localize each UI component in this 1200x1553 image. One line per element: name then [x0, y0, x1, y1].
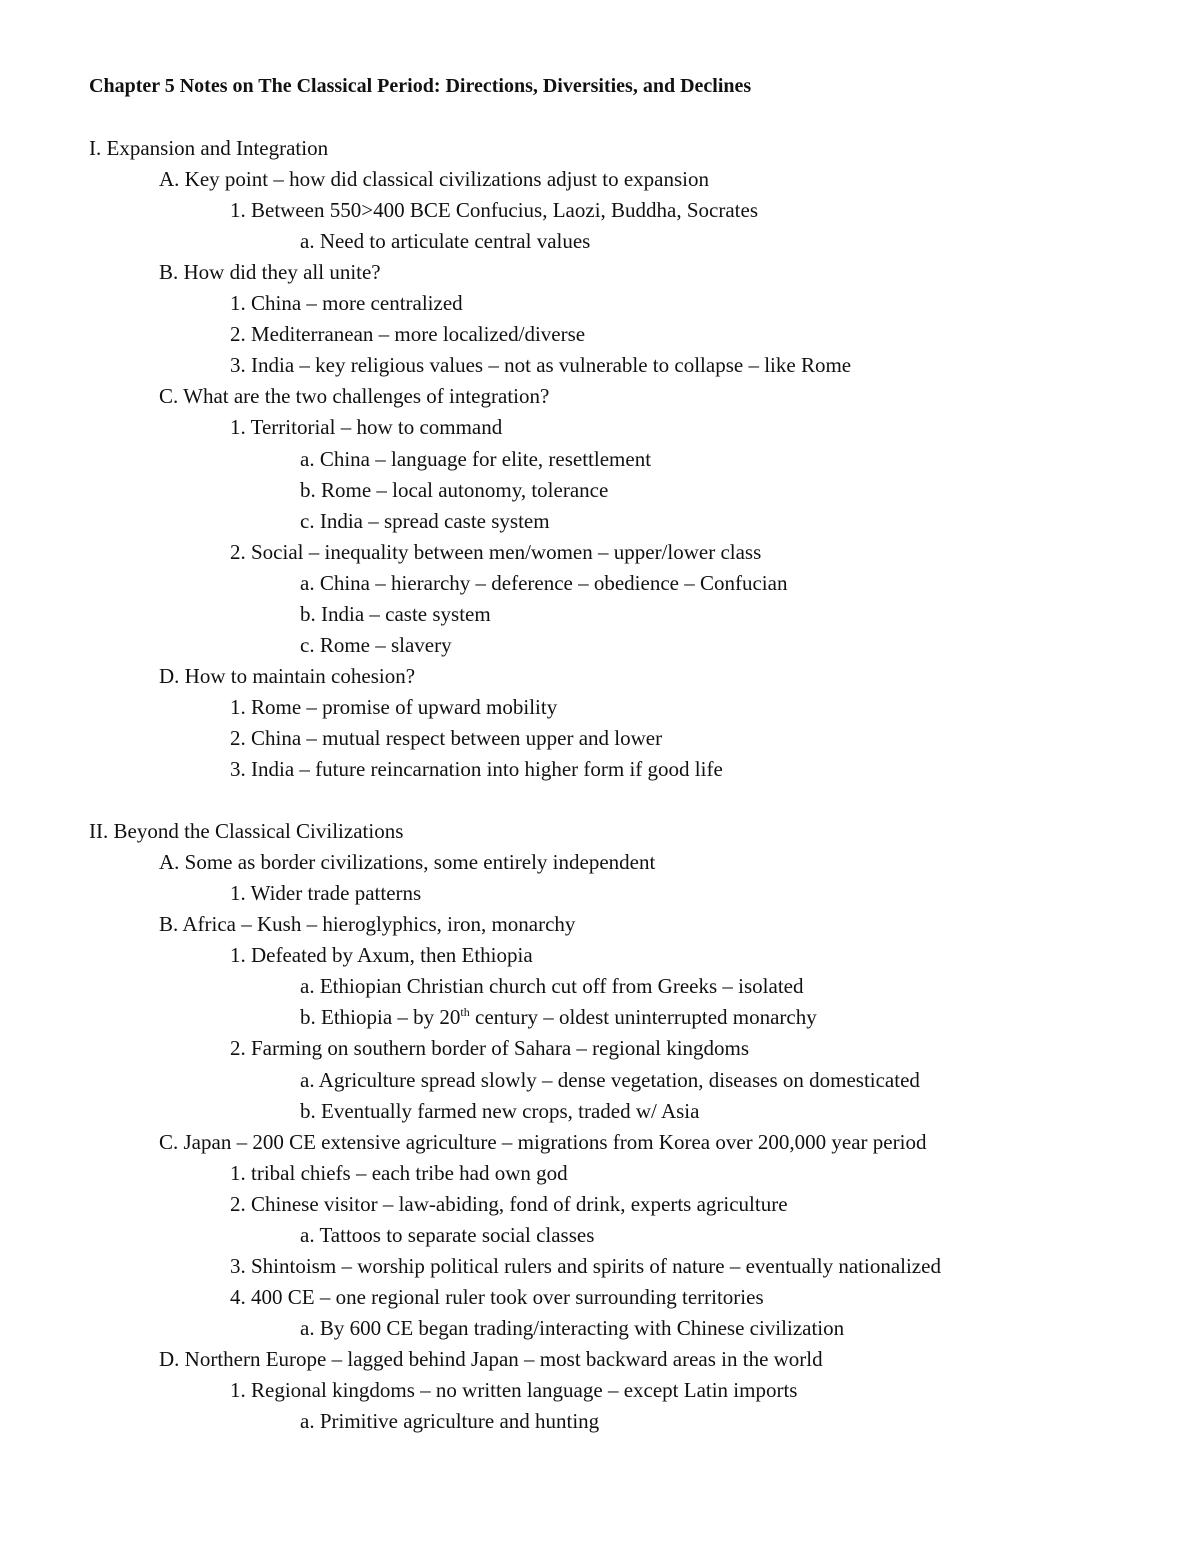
- outline-text: II. Beyond the Classical Civilizations: [89, 819, 404, 844]
- outline-text: C. Japan – 200 CE extensive agriculture – migrations from Korea over 200,000 year period: [159, 1129, 927, 1154]
- outline-text: a. China – hierarchy – deference – obedience – Confucian: [300, 570, 788, 595]
- outline-subsection: [159, 1344, 823, 1374]
- outline-text: c. India – spread caste system: [300, 508, 550, 533]
- outline-text: 1. Wider trade patterns: [230, 881, 422, 906]
- outline-subpoint: [300, 630, 452, 660]
- outline-subpoint: [300, 568, 787, 598]
- outline-subpoint: [300, 1002, 817, 1032]
- outline-point: [230, 940, 533, 970]
- outline-text: a. China – language for elite, resettlement: [300, 446, 652, 471]
- outline-text: 2. Mediterranean – more localized/diverse: [230, 322, 586, 347]
- outline-subsection: [159, 164, 709, 194]
- outline-text: b. Ethiopia – by 20: [300, 1005, 461, 1030]
- outline-point: [230, 537, 761, 567]
- outline-point: [230, 1189, 788, 1219]
- outline-subpoint: [300, 971, 803, 1001]
- outline-text: 1. Defeated by Axum, then Ethiopia: [230, 943, 533, 968]
- outline-subpoint: [300, 475, 608, 505]
- outline-text: 1. Rome – promise of upward mobility: [230, 694, 558, 719]
- outline-point: [230, 1158, 568, 1188]
- outline-text: 1. Regional kingdoms – no written language – except Latin imports: [230, 1378, 798, 1402]
- outline-text: 2. Chinese visitor – law-abiding, fond of drink, experts agriculture: [230, 1191, 788, 1216]
- outline-text: a. Need to articulate central values: [300, 229, 591, 254]
- outline-text: D. Northern Europe – lagged behind Japan – most backward areas in the world: [159, 1346, 823, 1371]
- document-title: Chapter 5 Notes on The Classical Period: Directions, Diversities, and Declines: [89, 75, 752, 97]
- outline-text: B. How did they all unite?: [159, 260, 381, 285]
- outline-text: A. Some as border civilizations, some entirely independent: [159, 850, 656, 875]
- outline-subpoint: [300, 1096, 699, 1126]
- outline-text: b. Eventually farmed new crops, traded w/ Asia: [300, 1098, 700, 1123]
- outline-subpoint: [300, 1065, 920, 1095]
- outline-point: [230, 1282, 764, 1312]
- outline-subpoint: [300, 599, 491, 629]
- outline-point: [230, 723, 662, 753]
- outline-text: 2. Social – inequality between men/women – upper/lower class: [230, 539, 762, 564]
- outline-subsection: [159, 847, 655, 877]
- outline-section: [89, 816, 403, 846]
- outline-text: 1. Between 550>400 BCE Confucius, Laozi, Buddha, Socrates: [230, 198, 759, 223]
- outline-point: [230, 195, 758, 225]
- outline-text: D. How to maintain cohesion?: [159, 663, 416, 688]
- outline-point: [230, 350, 851, 380]
- outline-point: [230, 878, 421, 908]
- outline-text: 4. 400 CE – one regional ruler took over surrounding territories: [230, 1284, 764, 1309]
- outline-text: I. Expansion and Integration: [89, 136, 329, 160]
- outline-text: 3. Shintoism – worship political rulers and spirits of nature – eventually nationalized: [230, 1253, 941, 1278]
- outline-text: 2. China – mutual respect between upper and lower: [230, 725, 663, 750]
- outline-subsection: [159, 661, 415, 691]
- outline-subpoint: [300, 444, 651, 474]
- outline-point: [230, 692, 557, 722]
- outline-text: 3. India – future reincarnation into higher form if good life: [230, 757, 723, 781]
- outline-text: a. By 600 CE began trading/interacting with Chinese civilization: [300, 1315, 845, 1340]
- outline-text: a. Primitive agriculture and hunting: [300, 1409, 600, 1434]
- outline-subpoint: [300, 1220, 594, 1250]
- outline-subpoint: [300, 1313, 844, 1343]
- outline-text-continued: century – oldest uninterrupted monarchy: [469, 1005, 817, 1030]
- outline-subpoint: [300, 506, 550, 536]
- outline-point: [230, 319, 585, 349]
- outline-text: 1. China – more centralized: [230, 291, 463, 316]
- outline-text: A. Key point – how did classical civilizations adjust to expansion: [159, 167, 709, 192]
- outline-point: [230, 1251, 941, 1281]
- outline-subsection: [159, 257, 381, 287]
- outline-text: a. Ethiopian Christian church cut off from Greeks – isolated: [300, 974, 804, 999]
- outline-subpoint: [300, 226, 590, 256]
- outline-point: [230, 1375, 797, 1405]
- outline-subsection: [159, 381, 549, 411]
- outline-point: [230, 1033, 749, 1063]
- outline-text: b. India – caste system: [300, 601, 491, 626]
- outline-text: a. Agriculture spread slowly – dense vegetation, diseases on domesticated: [300, 1067, 920, 1092]
- outline-text: 1. tribal chiefs – each tribe had own god: [230, 1160, 568, 1185]
- superscript-text: th: [460, 1005, 470, 1020]
- outline-text: 3. India – key religious values – not as vulnerable to collapse – like Rome: [230, 353, 852, 378]
- outline-subsection: [159, 1127, 926, 1157]
- outline-text: a. Tattoos to separate social classes: [300, 1222, 595, 1247]
- outline-text: B. Africa – Kush – hieroglyphics, iron, monarchy: [159, 912, 576, 937]
- outline-text: c. Rome – slavery: [300, 632, 452, 657]
- outline-text: b. Rome – local autonomy, tolerance: [300, 477, 609, 502]
- outline-point: [230, 412, 502, 442]
- outline-point: [230, 288, 463, 318]
- outline-point: [230, 754, 723, 784]
- outline-subpoint: [300, 1406, 599, 1436]
- outline-subsection: [159, 909, 575, 939]
- outline-text: 1. Territorial – how to command: [230, 415, 503, 440]
- outline-section: [89, 133, 328, 163]
- outline-text: C. What are the two challenges of integration?: [159, 384, 550, 409]
- outline-text: 2. Farming on southern border of Sahara – regional kingdoms: [230, 1036, 750, 1061]
